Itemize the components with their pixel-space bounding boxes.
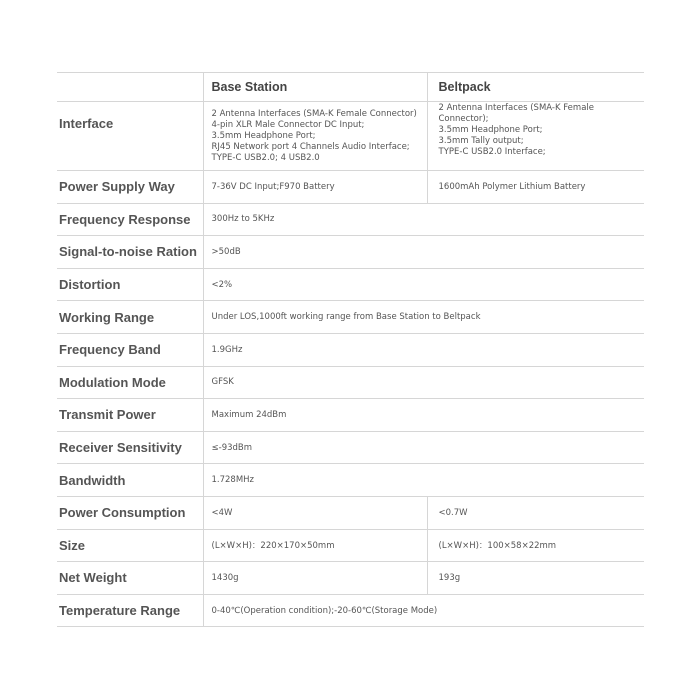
power-supply-beltpack-value: 1600mAh Polymer Lithium Battery (427, 171, 644, 204)
transmit-power-value: Maximum 24dBm (203, 399, 644, 432)
row-label: Distortion (57, 268, 203, 301)
header-empty-cell (57, 73, 203, 102)
row-bandwidth (57, 464, 644, 497)
row-label: Modulation Mode (57, 366, 203, 399)
power-consumption-beltpack-value: <0.7W (427, 496, 644, 529)
interface-base-line: 4-pin XLR Male Connector DC Input; (211, 119, 365, 130)
frequency-response-value: 300Hz to 5KHz (203, 203, 644, 236)
snr-value: >50dB (203, 236, 644, 269)
row-interface (57, 102, 644, 171)
distortion-value: <2% (203, 268, 644, 301)
row-label: Power Supply Way (57, 171, 203, 204)
row-label: Receiver Sensitivity (57, 431, 203, 464)
receiver-sensitivity-value: ≤-93dBm (203, 431, 644, 464)
row-label: Signal-to-noise Ration (57, 236, 203, 269)
row-label: Transmit Power (57, 399, 203, 432)
net-weight-base-value: 1430g (203, 562, 427, 595)
row-power-consumption (57, 496, 644, 529)
row-snr (57, 236, 644, 269)
row-label: Bandwidth (57, 464, 203, 497)
frequency-band-value: 1.9GHz (203, 333, 644, 366)
row-label: Net Weight (57, 562, 203, 595)
row-label: Frequency Response (57, 203, 203, 236)
row-label: Size (57, 529, 203, 562)
table-header-row (57, 73, 644, 102)
interface-base-line: 2 Antenna Interfaces (SMA-K Female Connector) (211, 108, 417, 119)
temperature-range-value: 0-40℃(Operation condition);-20-60℃(Storage Mode) (203, 594, 644, 627)
working-range-value: Under LOS,1000ft working range from Base Station to Beltpack (203, 301, 644, 334)
interface-beltpack-value (427, 102, 644, 171)
size-beltpack-value: (L×W×H)：100×58×22mm (427, 529, 644, 562)
header-beltpack: Beltpack (427, 73, 644, 102)
interface-beltpack-line: TYPE-C USB2.0 Interface; (438, 147, 546, 157)
interface-base-value (203, 102, 427, 171)
power-consumption-base-value: <4W (203, 496, 427, 529)
row-power-supply (57, 171, 644, 204)
row-label: Temperature Range (57, 594, 203, 627)
spec-table (57, 72, 644, 627)
interface-beltpack-line: 3.5mm Tally output; (438, 136, 524, 146)
interface-label: Interface (59, 115, 114, 131)
interface-base-line: TYPE-C USB2.0; 4 USB2.0 (211, 152, 320, 163)
row-receiver-sensitivity (57, 431, 644, 464)
power-supply-base-value: 7-36V DC Input;F970 Battery (203, 171, 427, 204)
row-label: Working Range (57, 301, 203, 334)
interface-beltpack-line: 3.5mm Headphone Port; (438, 125, 543, 135)
bandwidth-value: 1.728MHz (203, 464, 644, 497)
row-working-range (57, 301, 644, 334)
size-base-value: (L×W×H)：220×170×50mm (203, 529, 427, 562)
row-modulation-mode (57, 366, 644, 399)
interface-beltpack-line: 2 Antenna Interfaces (SMA-K Female Connector); (438, 103, 594, 124)
row-label (57, 102, 203, 171)
row-label: Frequency Band (57, 333, 203, 366)
row-net-weight (57, 562, 644, 595)
row-frequency-band (57, 333, 644, 366)
row-distortion (57, 268, 644, 301)
row-transmit-power (57, 399, 644, 432)
row-frequency-response (57, 203, 644, 236)
interface-base-line: 3.5mm Headphone Port; (211, 130, 316, 141)
row-temperature-range (57, 594, 644, 627)
modulation-value: GFSK (203, 366, 644, 399)
row-label: Power Consumption (57, 496, 203, 529)
interface-base-line: RJ45 Network port 4 Channels Audio Interface; (211, 141, 410, 152)
interface-beltpack-line (439, 158, 645, 169)
header-base-station: Base Station (203, 73, 427, 102)
net-weight-beltpack-value: 193g (427, 562, 644, 595)
row-size (57, 529, 644, 562)
